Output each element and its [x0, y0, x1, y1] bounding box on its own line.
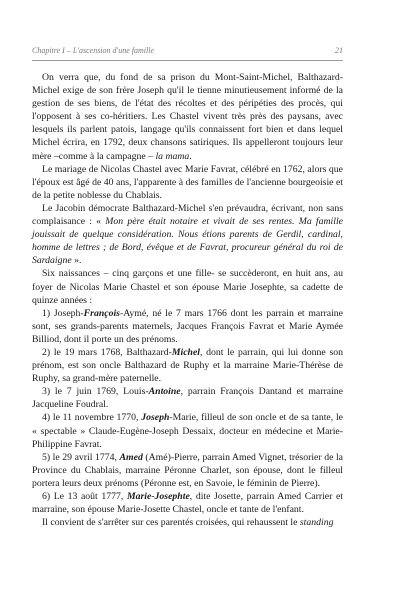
page-number: 21 [335, 46, 343, 55]
text-run: ». [71, 255, 82, 267]
paragraph [32, 346, 343, 385]
text-run: Le mariage de Nicolas Chastel avec Marie Favrat, célébré en 1762, alors que l'époux est âgé de 40 ans, l'apparente à des familles de l'ancienne bourgeoisie et de la petite noblesse du Chablais. [32, 163, 343, 201]
text-run: la mama [155, 150, 190, 162]
text-run: On verra que, du fond de sa prison du Mont-Saint-Michel, Balthazard-Michel exige de son frère Joseph qu'il le tienne minutieusement informé de la gestion de ses biens, de l'état des récoltes et des péripéties des procès, qui l'opposent à ses co-héritiers. Les Chastel vivent très près des paysans, avec lesquels ils parlent patois, langage qu'ils connaissent fort bien et dans lequel Michel écrira, en 1792, deux chansons satiriques. Ils appelleront toujours leur mère –comme à la campagne – [32, 72, 343, 162]
text-run: Joseph [141, 412, 170, 424]
text-run: 2) le 19 mars 1768, Balthazard- [42, 346, 172, 358]
text-run: Le Jacobin démocrate Balthazard-Michel s'en prévaudra, écrivant, non sans complaisance : « [32, 202, 343, 228]
text-run: 3) le 7 juin 1769, Louis- [42, 386, 149, 398]
paragraph [32, 411, 343, 450]
text-run: 6) Le 13 août 1777, [42, 491, 127, 502]
header-rule [32, 60, 343, 61]
text-run: François [83, 307, 120, 319]
paragraph [32, 451, 343, 490]
paragraph [32, 490, 343, 516]
text-run: -Marie, filleul de son oncle et de sa tante, le « spectable » Claude-Eugène-Joseph Dessaix, docteur en médecine et Marie-Philippine Favrat. [32, 412, 343, 450]
text-run: 5) le 29 avril 1774, [42, 451, 120, 463]
text-run: . [189, 150, 192, 162]
text-run: Michel [171, 346, 201, 358]
text-run: (Amé)-Pierre, parrain Amed Vignet, trésorier de la Province du Chablais, marraine Péronne Charlet, son épouse, dont le filleul portera leurs deux prénoms (Péronne est, en Savoie, le féminin de Pierre). [32, 451, 343, 489]
text-run: standing [299, 517, 334, 529]
chapter-title: Chapitre I – L'ascension d'une famille [32, 46, 155, 55]
text-run: Six naissances – cinq garçons et une fille- se succèderont, en huit ans, au foyer de Nicolas Marie Chastel et son épouse Marie Josephte, sa cadette de quinze années : [32, 268, 343, 306]
text-run: Mon père était notaire et vivait de ses rentes. Ma famille jouissait de quelque considération. Nous étions parents de Gerdil, cardinal, homme de lettres ; de Bord, évêque et de Favrat, procureur général du roi de Sardaigne [32, 216, 343, 267]
text-run: , dont le parrain, qui lui donne son prénom, est son oncle Balthazard de Ruphy et la marraine Marie-Thérèse de Ruphy, sa grand-mère paternelle. [32, 346, 343, 385]
text-run: , parrain François Dantand et marraine Jacqueline Foudral. [32, 386, 343, 411]
text-run: Amed [119, 451, 143, 463]
text-run: Marie-Josephte [126, 491, 190, 502]
paragraph [32, 163, 343, 202]
body-text [32, 71, 343, 529]
text-run: -Aymé, né le 7 mars 1766 dont les parrain et marraine sont, ses grands-parents maternels, Jacques François Favrat et Marie Aymée Billiod, dont il porte un des prénoms. [32, 307, 343, 345]
text-run: , dite Josette, parrain Amed Carrier et marraine, son épouse Marie-Josette Chastel, oncle et tante de l'enfant. [32, 491, 343, 516]
text-run: Antoine [148, 386, 181, 398]
paragraph [32, 71, 343, 163]
paragraph [32, 516, 343, 529]
paragraph [32, 307, 343, 346]
text-run: 1) Joseph- [42, 307, 84, 319]
paragraph [32, 267, 343, 306]
running-head [32, 44, 343, 58]
text-run: 4) le 11 novembre 1770, [42, 412, 142, 424]
text-run: Il convient de s'arrêter sur ces parentés croisées, qui rehaussent le [42, 517, 300, 529]
paragraph [32, 202, 343, 267]
paragraph [32, 385, 343, 411]
